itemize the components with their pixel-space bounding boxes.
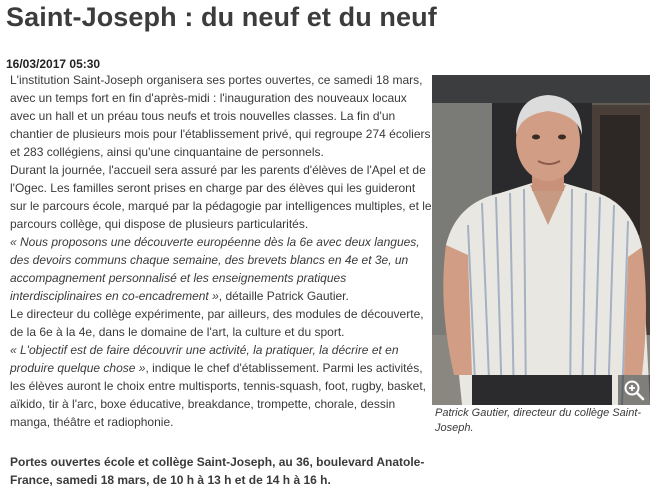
article-photo[interactable] bbox=[432, 75, 650, 405]
quote-activities: « L'objectif est de faire découvrir une activité, la pratiquer, la décrire et en produire quelque chose » bbox=[10, 343, 399, 375]
event-info: Portes ouvertes école et collège Saint-Joseph, au 36, boulevard Anatole-France, samedi 18 mars, de 10 h à 13 h et de 14 h à 16 h. bbox=[10, 455, 425, 487]
paragraph-quote-activities bbox=[10, 341, 432, 431]
article-title: Saint-Joseph : du neuf et du neuf bbox=[6, 2, 437, 32]
quote-attribution: , détaille Patrick Gautier. bbox=[218, 289, 349, 303]
paragraph-quote-curriculum bbox=[10, 233, 432, 305]
portrait-illustration bbox=[432, 75, 650, 405]
article-date: 16/03/2017 05:30 bbox=[6, 57, 101, 71]
paragraph-intro: L'institution Saint-Joseph organisera ses portes ouvertes, ce samedi 18 mars, avec un temps fort en fin d'après-midi : l'inauguration des nouveaux locaux avec un hall et un préau tous neufs et trois nouvelles classes. La fin d'un chantier de plusieurs mois pour l'établissement privé, qui regroupe 274 écoliers et 283 collégiens, ainsi qu'une cinquantaine de personnels. bbox=[10, 73, 431, 159]
activities-list: , indique le chef d'établissement. Parmi les activités, les élèves auront le choix entre multisports, tennis-squash, foot, rugby, basket, aïkido, tir à l'arc, boxe éducative, breakdance, trompette, chorale, dessin manga, théâtre et radiophonie. bbox=[10, 361, 426, 429]
article-body bbox=[10, 71, 432, 431]
paragraph-visit: Durant la journée, l'accueil sera assuré par les parents d'élèves de l'Apel et de l'Ogec. Les familles seront prises en charge par des élèves qui les guideront sur le parcours école, marqué par la pédagogie par intelligences multiples, et le parcours collège, qui dispose de plusieurs particularités. bbox=[10, 163, 432, 231]
quote-curriculum: « Nous proposons une découverte européenne dès la 6e avec deux langues, des devoirs communs chaque semaine, des brevets blancs en 4e et 3e, un accompagnement personnalisé et les enseignements pratiques interdisciplinaires en co-encadrement » bbox=[10, 235, 420, 303]
paragraph-modules: Le directeur du collège expérimente, par ailleurs, des modules de découverte, de la 6e à la 4e, dans le domaine de l'art, la culture et du sport. bbox=[10, 307, 424, 339]
magnifier-plus-icon bbox=[623, 379, 645, 401]
photo-caption: Patrick Gautier, directeur du collège Saint-Joseph. bbox=[435, 407, 642, 434]
zoom-button[interactable] bbox=[618, 375, 650, 405]
